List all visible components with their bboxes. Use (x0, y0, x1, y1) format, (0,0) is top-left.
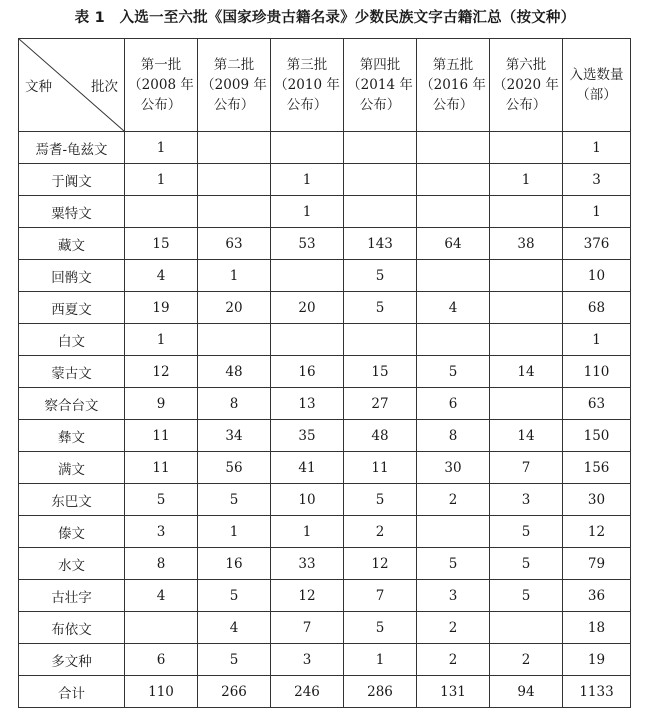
batch-count-cell: 5 (344, 292, 417, 324)
batch-count-cell (417, 260, 490, 292)
batch-count-cell (198, 196, 271, 228)
batch-count-cell: 41 (271, 452, 344, 484)
batch-count-cell (490, 292, 563, 324)
script-name-cell: 傣文 (19, 516, 125, 548)
batch-count-cell: 64 (417, 228, 490, 260)
batch-count-cell: 20 (198, 292, 271, 324)
table-row (19, 420, 631, 452)
batch-count-cell: 5 (344, 612, 417, 644)
batch-count-cell: 16 (271, 356, 344, 388)
total-count-cell: 36 (563, 580, 631, 612)
batch-count-cell (344, 196, 417, 228)
batch-count-cell: 8 (125, 548, 198, 580)
batch-count-cell (490, 260, 563, 292)
batch-count-cell (490, 324, 563, 356)
batch-count-cell: 2 (344, 516, 417, 548)
batch-count-cell: 5 (417, 356, 490, 388)
batch-count-cell: 53 (271, 228, 344, 260)
batch-count-cell: 1 (271, 164, 344, 196)
total-count-cell: 30 (563, 484, 631, 516)
batch-count-cell: 56 (198, 452, 271, 484)
batch-count-cell: 19 (125, 292, 198, 324)
batch-count-cell (198, 324, 271, 356)
table-row (19, 228, 631, 260)
table-row (19, 356, 631, 388)
batch-count-cell: 13 (271, 388, 344, 420)
batch-count-cell: 2 (490, 644, 563, 676)
script-name-cell: 彝文 (19, 420, 125, 452)
batch-count-cell: 35 (271, 420, 344, 452)
table-row (19, 292, 631, 324)
batch-count-cell: 2 (417, 484, 490, 516)
batch-count-cell: 15 (125, 228, 198, 260)
batch-count-cell: 48 (198, 356, 271, 388)
batch-count-cell: 7 (271, 612, 344, 644)
batch-count-cell: 1 (490, 164, 563, 196)
batch-count-cell (271, 260, 344, 292)
batch-count-cell: 246 (271, 676, 344, 708)
table-row (19, 164, 631, 196)
table-row (19, 324, 631, 356)
batch-count-cell: 1 (344, 644, 417, 676)
batch-count-cell: 1 (198, 516, 271, 548)
script-name-cell: 于阗文 (19, 164, 125, 196)
total-count-cell: 79 (563, 548, 631, 580)
script-name-cell: 合计 (19, 676, 125, 708)
table-row (19, 388, 631, 420)
batch-count-cell: 38 (490, 228, 563, 260)
batch-count-cell: 3 (490, 484, 563, 516)
batch-count-cell: 33 (271, 548, 344, 580)
script-name-cell: 水文 (19, 548, 125, 580)
total-count-cell: 1 (563, 324, 631, 356)
table-row (19, 612, 631, 644)
table-row (19, 132, 631, 164)
total-count-cell: 156 (563, 452, 631, 484)
batch-count-cell: 63 (198, 228, 271, 260)
batch-count-cell: 4 (125, 580, 198, 612)
batch-count-cell: 286 (344, 676, 417, 708)
table-title: 表 1 入选一至六批《国家珍贵古籍名录》少数民族文字古籍汇总（按文种） (74, 10, 576, 26)
script-name-cell: 焉耆-龟兹文 (19, 132, 125, 164)
column-header-total: 入选数量 （部） (563, 39, 631, 132)
batch-count-cell: 11 (125, 420, 198, 452)
total-count-cell: 68 (563, 292, 631, 324)
batch-count-cell: 3 (125, 516, 198, 548)
batch-count-cell (125, 612, 198, 644)
script-name-cell: 察合台文 (19, 388, 125, 420)
batch-count-cell: 4 (198, 612, 271, 644)
batch-count-cell (198, 132, 271, 164)
batch-count-cell (198, 164, 271, 196)
script-name-cell: 多文种 (19, 644, 125, 676)
total-count-cell: 110 (563, 356, 631, 388)
table-body (19, 132, 631, 708)
corner-header-cell (19, 39, 125, 132)
script-name-cell: 布依文 (19, 612, 125, 644)
batch-count-cell: 7 (490, 452, 563, 484)
batch-count-cell: 5 (198, 644, 271, 676)
batch-count-cell: 8 (198, 388, 271, 420)
table-row (19, 452, 631, 484)
column-header-batch-6: 第六批 （2020 年 公布） (490, 39, 563, 132)
batch-count-cell: 16 (198, 548, 271, 580)
script-name-cell: 满文 (19, 452, 125, 484)
column-header-batch-4: 第四批 （2014 年 公布） (344, 39, 417, 132)
batch-count-cell: 5 (490, 516, 563, 548)
script-name-cell: 蒙古文 (19, 356, 125, 388)
batch-count-cell: 1 (271, 196, 344, 228)
column-header-batch-5: 第五批 （2016 年 公布） (417, 39, 490, 132)
batch-count-cell: 1 (125, 132, 198, 164)
batch-count-cell: 1 (271, 516, 344, 548)
batch-count-cell: 1 (125, 324, 198, 356)
batch-count-cell (344, 132, 417, 164)
batch-count-cell: 5 (198, 580, 271, 612)
batch-count-cell: 5 (490, 548, 563, 580)
batch-count-cell: 3 (417, 580, 490, 612)
batch-count-cell: 8 (417, 420, 490, 452)
script-name-cell: 藏文 (19, 228, 125, 260)
column-header-batch-1: 第一批 （2008 年 公布） (125, 39, 198, 132)
batch-count-cell: 3 (271, 644, 344, 676)
batch-count-cell (490, 388, 563, 420)
script-name-cell: 回鹘文 (19, 260, 125, 292)
table-row (19, 548, 631, 580)
batch-count-cell (490, 196, 563, 228)
batch-count-cell: 143 (344, 228, 417, 260)
batch-count-cell (490, 612, 563, 644)
script-name-cell: 粟特文 (19, 196, 125, 228)
batch-count-cell: 14 (490, 356, 563, 388)
total-count-cell: 150 (563, 420, 631, 452)
batch-count-cell: 34 (198, 420, 271, 452)
table-row (19, 676, 631, 708)
table-row (19, 260, 631, 292)
total-count-cell: 10 (563, 260, 631, 292)
script-name-cell: 白文 (19, 324, 125, 356)
batch-count-cell (417, 132, 490, 164)
column-header-batch-2: 第二批 （2009 年 公布） (198, 39, 271, 132)
table-row (19, 196, 631, 228)
batch-count-cell: 9 (125, 388, 198, 420)
batch-count-cell: 1 (198, 260, 271, 292)
total-count-cell: 376 (563, 228, 631, 260)
batch-count-cell (271, 132, 344, 164)
batch-count-cell (125, 196, 198, 228)
table-row (19, 516, 631, 548)
batch-count-cell (344, 164, 417, 196)
batch-count-cell (417, 164, 490, 196)
batch-count-cell: 6 (125, 644, 198, 676)
batch-count-cell (490, 132, 563, 164)
batch-count-cell: 5 (125, 484, 198, 516)
batch-count-cell: 2 (417, 612, 490, 644)
batch-count-cell (417, 516, 490, 548)
batch-count-cell: 5 (490, 580, 563, 612)
batch-count-cell: 30 (417, 452, 490, 484)
header-row (19, 39, 631, 132)
batch-count-cell: 12 (344, 548, 417, 580)
batch-count-cell: 131 (417, 676, 490, 708)
batch-count-cell: 94 (490, 676, 563, 708)
script-name-cell: 东巴文 (19, 484, 125, 516)
corner-label-batch: 批次 (91, 79, 118, 95)
table-row (19, 484, 631, 516)
column-header-batch-3: 第三批 （2010 年 公布） (271, 39, 344, 132)
batch-count-cell: 14 (490, 420, 563, 452)
batch-count-cell: 12 (271, 580, 344, 612)
batch-count-cell (271, 324, 344, 356)
batch-count-cell: 110 (125, 676, 198, 708)
total-count-cell: 12 (563, 516, 631, 548)
total-count-cell: 1 (563, 132, 631, 164)
batch-count-cell: 11 (344, 452, 417, 484)
batch-count-cell: 12 (125, 356, 198, 388)
batch-count-cell: 48 (344, 420, 417, 452)
batch-count-cell: 11 (125, 452, 198, 484)
batch-count-cell: 1 (125, 164, 198, 196)
script-name-cell: 古壮字 (19, 580, 125, 612)
batch-count-cell: 5 (344, 260, 417, 292)
total-count-cell: 18 (563, 612, 631, 644)
table-row (19, 644, 631, 676)
batch-count-cell: 5 (417, 548, 490, 580)
batch-count-cell: 27 (344, 388, 417, 420)
batch-count-cell: 4 (417, 292, 490, 324)
batch-count-cell: 5 (198, 484, 271, 516)
batch-count-cell (417, 324, 490, 356)
batch-count-cell: 10 (271, 484, 344, 516)
batch-count-cell: 2 (417, 644, 490, 676)
batch-count-cell: 6 (417, 388, 490, 420)
corner-label-script: 文种 (25, 79, 52, 95)
batch-count-cell: 20 (271, 292, 344, 324)
batch-count-cell: 266 (198, 676, 271, 708)
batch-count-cell (417, 196, 490, 228)
table-row (19, 580, 631, 612)
batch-count-cell (344, 324, 417, 356)
total-count-cell: 63 (563, 388, 631, 420)
batch-count-cell: 4 (125, 260, 198, 292)
batch-count-cell: 15 (344, 356, 417, 388)
batch-count-cell: 5 (344, 484, 417, 516)
batch-count-cell: 7 (344, 580, 417, 612)
script-name-cell: 西夏文 (19, 292, 125, 324)
total-count-cell: 1133 (563, 676, 631, 708)
ancient-books-table (18, 38, 631, 708)
total-count-cell: 1 (563, 196, 631, 228)
total-count-cell: 3 (563, 164, 631, 196)
total-count-cell: 19 (563, 644, 631, 676)
